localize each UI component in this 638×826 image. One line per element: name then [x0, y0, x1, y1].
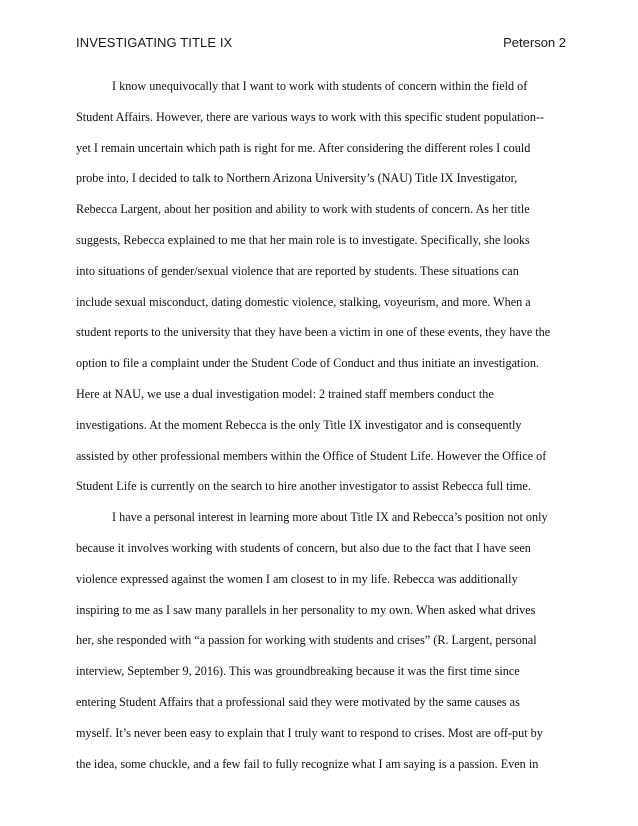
body-text	[76, 71, 566, 779]
page-header	[76, 35, 566, 55]
running-head: INVESTIGATING TITLE IX	[76, 35, 233, 50]
text-line: suggests, Rebecca explained to me that her main role is to investigate. Specifically, she looks	[76, 232, 530, 247]
text-line: investigations. At the moment Rebecca is the only Title IX investigator and is consequently	[76, 417, 522, 432]
paragraph-1	[76, 71, 566, 502]
text-line: yet I remain uncertain which path is right for me. After considering the different roles I could	[76, 140, 531, 155]
text-line: Rebecca Largent, about her position and ability to work with students of concern. As her title	[76, 202, 530, 217]
text-line: include sexual misconduct, dating domestic violence, stalking, voyeurism, and more. When a	[76, 294, 531, 309]
text-line: I have a personal interest in learning more about Title IX and Rebecca’s position not only	[112, 510, 548, 525]
text-line: myself. It’s never been easy to explain that I truly want to respond to crises. Most are off-put by	[76, 725, 543, 740]
text-line: entering Student Affairs that a professional said they were motivated by the same causes as	[76, 694, 520, 709]
text-line: probe into, I decided to talk to Northern Arizona University’s (NAU) Title IX Investigator,	[76, 171, 518, 186]
text-line: Student Life is currently on the search to hire another investigator to assist Rebecca full time.	[76, 479, 531, 494]
text-line: interview, September 9, 2016). This was groundbreaking because it was the first time since	[76, 664, 520, 679]
text-line: student reports to the university that they have been a victim in one of these events, they have the	[76, 325, 551, 340]
text-line: into situations of gender/sexual violence that are reported by students. These situations can	[76, 263, 519, 278]
text-line: violence expressed against the women I am closest to in my life. Rebecca was additionally	[76, 571, 518, 586]
paragraph-2	[76, 502, 566, 779]
text-line: Student Affairs. However, there are various ways to work with this specific student population--	[76, 109, 545, 124]
text-line: the idea, some chuckle, and a few fail to fully recognize what I am saying is a passion. Even in	[76, 756, 539, 771]
page-number-label: Peterson 2	[503, 35, 566, 50]
text-line: Here at NAU, we use a dual investigation model: 2 trained staff members conduct the	[76, 386, 494, 401]
text-line: her, she responded with “a passion for working with students and crises” (R. Largent, personal	[76, 633, 537, 648]
text-line: because it involves working with students of concern, but also due to the fact that I have seen	[76, 540, 531, 555]
text-line: option to file a complaint under the Student Code of Conduct and thus initiate an investigation.	[76, 356, 540, 371]
text-line: I know unequivocally that I want to work with students of concern within the field of	[112, 79, 528, 93]
text-line: inspiring to me as I saw many parallels in her personality to my own. When asked what drives	[76, 602, 536, 617]
text-line: assisted by other professional members within the Office of Student Life. However the Office of	[76, 448, 547, 463]
